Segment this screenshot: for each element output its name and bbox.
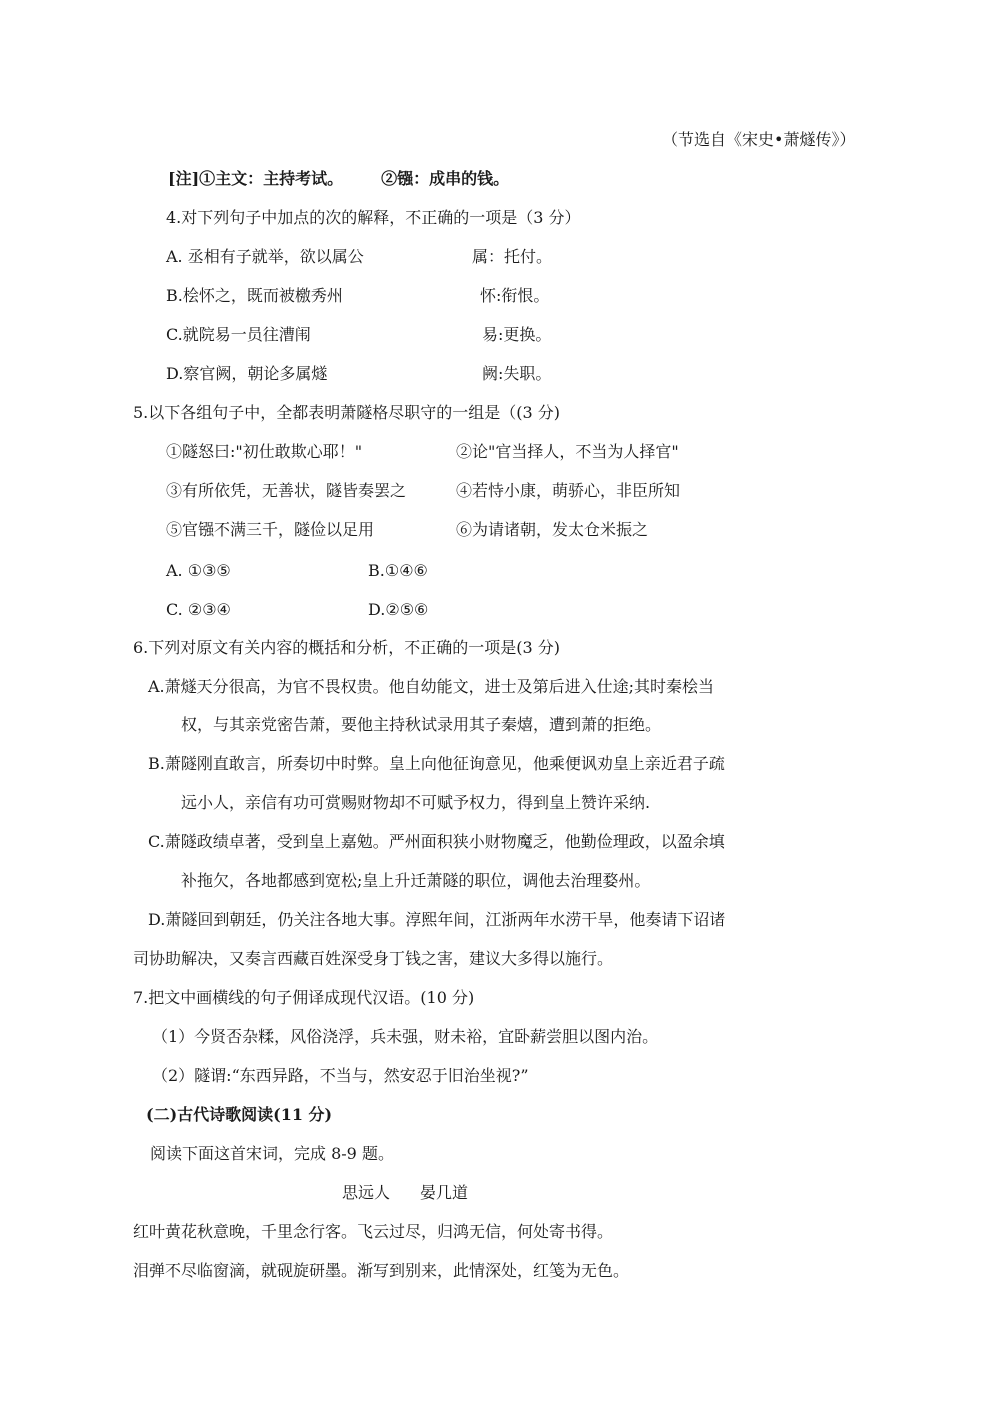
section-heading: (二)古代诗歌阅读(11 分) <box>146 1105 333 1124</box>
q4-option-d <box>166 363 551 385</box>
question-5-stem: 5.以下各组句子中，全都表明萧隧格尽职守的一组是（(3 分) <box>133 403 561 422</box>
q6-option-c-line-2: 补拖欠，各地都感到宽松;皇上升迁萧隧的职位，调他去治理婺州。 <box>181 871 651 890</box>
q5-choices-row-2 <box>166 599 428 621</box>
poem-author: 晏几道 <box>420 1183 469 1202</box>
q4-option-b <box>166 285 549 307</box>
q6-option-d-line-1: D.萧隧回到朝廷，仍关注各地大事。淳熙年间，江浙两年水涝干旱，他奏请下诏诸 <box>148 910 726 929</box>
q5-choice-c: C. ②③④ <box>166 600 231 619</box>
q4-option-d-gloss: 阙:失职。 <box>482 364 552 383</box>
poem-title: 思远人 <box>342 1183 391 1202</box>
q4-option-c <box>166 324 551 346</box>
q5-row-1 <box>166 441 679 463</box>
q5-item-2: ②论"官当择人，不当为人择官" <box>456 442 679 461</box>
q4-option-c-sentence: C.就院易一员往漕闱 <box>166 325 311 344</box>
q4-option-a <box>166 246 552 268</box>
q5-choices-row-1 <box>166 560 428 582</box>
q6-option-b-line-2: 远小人，亲信有功可赏赐财物却不可赋予权力，得到皇上赞许采纳. <box>181 793 651 812</box>
source-citation: （节选自《宋史•萧燧传》） <box>662 130 856 149</box>
q6-option-d-line-2: 司协助解决，又奏言西藏百姓深受身丁钱之害，建议大多得以施行。 <box>133 949 614 968</box>
q5-choice-b: B.①④⑥ <box>368 561 428 580</box>
q6-option-a-line-2: 权，与其亲党密告萧，要他主持秋试录用其子秦熺，遭到萧的拒绝。 <box>181 715 662 734</box>
question-6-stem: 6.下列对原文有关内容的概括和分析，不正确的一项是(3 分) <box>133 638 561 657</box>
note-item-1: ①主文：主持考试。 <box>199 169 344 188</box>
q5-item-4: ④若恃小康，萌骄心，非臣所知 <box>456 481 681 500</box>
note-item-2: ②镪：成串的钱。 <box>381 169 510 188</box>
q5-row-3 <box>166 519 648 541</box>
q5-item-6: ⑥为请诸朝，发太仓米振之 <box>456 520 649 539</box>
q4-option-b-gloss: 怀:衔恨。 <box>480 286 550 305</box>
q4-option-c-gloss: 易:更换。 <box>482 325 552 344</box>
q6-option-c-line-1: C.萧隧政绩卓著，受到皇上嘉勉。严州面积狭小财物魔乏，他勤俭理政，以盈余填 <box>148 832 725 851</box>
q4-option-b-sentence: B.桧怀之，既而被檄秀州 <box>166 286 343 305</box>
note-prefix: [注] <box>168 169 200 188</box>
q7-sentence-1: （1）今贤否杂糅，风俗浇浮，兵未强，财未裕，宜卧薪尝胆以图内治。 <box>152 1027 659 1046</box>
q5-item-1: ①隧怒曰:"初仕敢欺心耶！" <box>166 442 363 461</box>
q4-option-d-sentence: D.察官阙，朝论多属燧 <box>166 364 328 383</box>
annotation-note <box>168 168 509 190</box>
q6-option-a-line-1: A.萧燧天分很高，为官不畏权贵。他自幼能文，进士及第后进入仕途;其时秦桧当 <box>148 677 715 696</box>
q5-item-5: ⑤官镪不满三千，隧俭以足用 <box>166 520 375 539</box>
question-4-stem: 4.对下列句子中加点的次的解释，不正确的一项是（3 分） <box>166 208 581 227</box>
q6-option-b-line-1: B.萧隧刚直敢言，所奏切中时弊。皇上向他征询意见，他乘便讽劝皇上亲近君子疏 <box>148 754 725 773</box>
q5-choice-a: A. ①③⑤ <box>166 561 231 580</box>
q4-option-a-gloss: 属：托付。 <box>472 247 553 266</box>
poem-line-2: 泪弹不尽临窗滴，就砚旋研墨。渐写到别来，此情深处，红笺为无色。 <box>133 1261 630 1280</box>
poem-line-1: 红叶黄花秋意晚，千里念行客。飞云过尽，归鸿无信，何处寄书得。 <box>133 1222 614 1241</box>
section-intro: 阅读下面这首宋词，完成 8-9 题。 <box>150 1144 394 1163</box>
question-7-stem: 7.把文中画横线的句子佣译成现代汉语。(10 分) <box>133 988 475 1007</box>
q5-row-2 <box>166 480 680 502</box>
q5-item-3: ③有所依凭，无善状，隧皆奏罢之 <box>166 481 407 500</box>
q4-option-a-sentence: A. 丞相有子就举，欲以属公 <box>166 247 364 266</box>
q5-choice-d: D.②⑤⑥ <box>368 600 429 619</box>
q7-sentence-2: （2）隧谓:“东西异路，不当与，然安忍于旧治坐视?” <box>152 1066 529 1085</box>
poem-header <box>342 1182 468 1204</box>
